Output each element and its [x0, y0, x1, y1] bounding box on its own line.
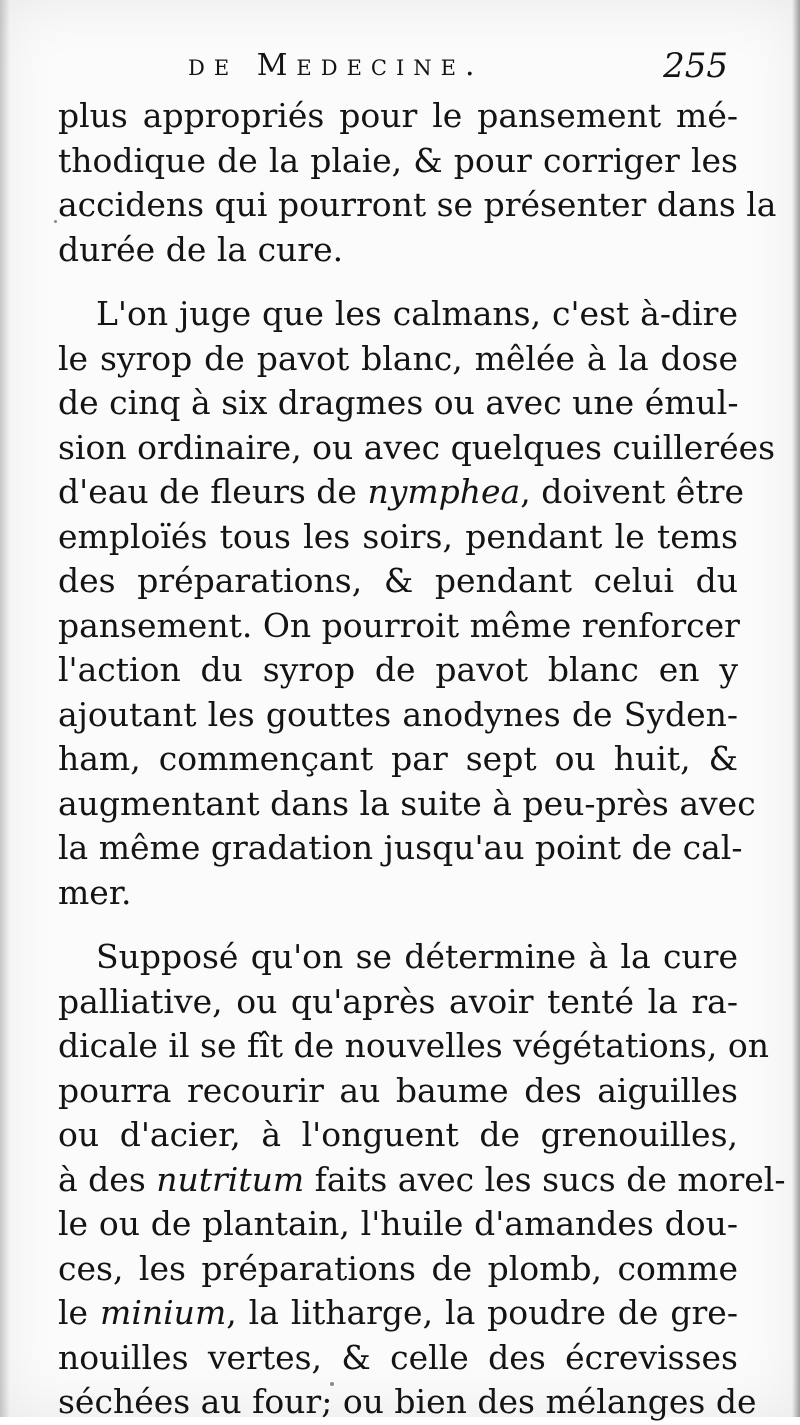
paragraph-gap: [58, 272, 738, 292]
ink-speck: [54, 220, 57, 223]
text-line: augmentant dans la suite à peu-près avec: [58, 783, 756, 823]
running-title: de Medecine.: [188, 48, 484, 83]
text-line: des préparations, & pendant celui du: [58, 561, 738, 600]
text-line: pansement. On pourroit même renforcer: [58, 605, 740, 645]
text-line: l'action du syrop de pavot blanc en y: [58, 650, 738, 689]
page-left-edge-shadow: [0, 0, 10, 1417]
text-line: ajoutant les gouttes anodynes de Syden-: [58, 694, 738, 734]
text-line: emploïés tous les soirs, pendant le tems: [58, 516, 738, 556]
text-line: dicale il se fît de nouvelles végétations, on: [58, 1026, 769, 1065]
text-line: sion ordinaire, ou avec quelques cuillerées: [58, 427, 776, 467]
text-line: durée de la cure.: [58, 229, 344, 269]
text-line: pourra recourir au baume des aiguilles: [58, 1070, 738, 1110]
text-line: mer.: [58, 872, 132, 912]
text-line: le ou de plantain, l'huile d'amandes dou-: [58, 1204, 738, 1243]
text-line: thodique de la plaie, & pour corriger les: [58, 140, 738, 180]
text-line: Supposé qu'on se détermine à la cure: [96, 937, 738, 976]
text-line: le minium, la litharge, la poudre de gre-: [58, 1293, 738, 1332]
text-line: le syrop de pavot blanc, mêlée à la dose: [58, 338, 738, 378]
text-line: à des nutritum faits avec les sucs de morel-: [58, 1159, 786, 1199]
text-line: ou d'acier, à l'onguent de grenouilles,: [58, 1115, 738, 1154]
text-line: de cinq à six dragmes ou avec une émul-: [58, 383, 739, 422]
text-line: d'eau de fleurs de nymphea, doivent être: [58, 472, 745, 511]
text-line: ces, les préparations de plomb, comme: [58, 1248, 738, 1288]
text-line: séchées au four; ou bien des mélanges de: [58, 1382, 757, 1421]
running-head: [0, 48, 800, 94]
text-line: palliative, ou qu'après avoir tenté la ra-: [58, 981, 738, 1021]
body-text: [58, 94, 786, 1425]
text-line: la même gradation jusqu'au point de cal-: [58, 828, 743, 867]
text-line: nouilles vertes, & celle des écrevisses: [58, 1337, 738, 1377]
text-line: plus appropriés pour le pansement mé-: [58, 96, 738, 135]
text-line: ham, commençant par sept ou huit, &: [58, 739, 738, 778]
page-right-edge-shadow: [792, 0, 800, 1417]
text-line: L'on juge que les calmans, c'est à-dire: [96, 294, 738, 333]
ink-speck: [330, 1382, 334, 1386]
text-line: accidens qui pourront se présenter dans la: [58, 185, 777, 224]
page-number: 255: [663, 46, 728, 86]
paragraph-gap: [58, 915, 738, 935]
